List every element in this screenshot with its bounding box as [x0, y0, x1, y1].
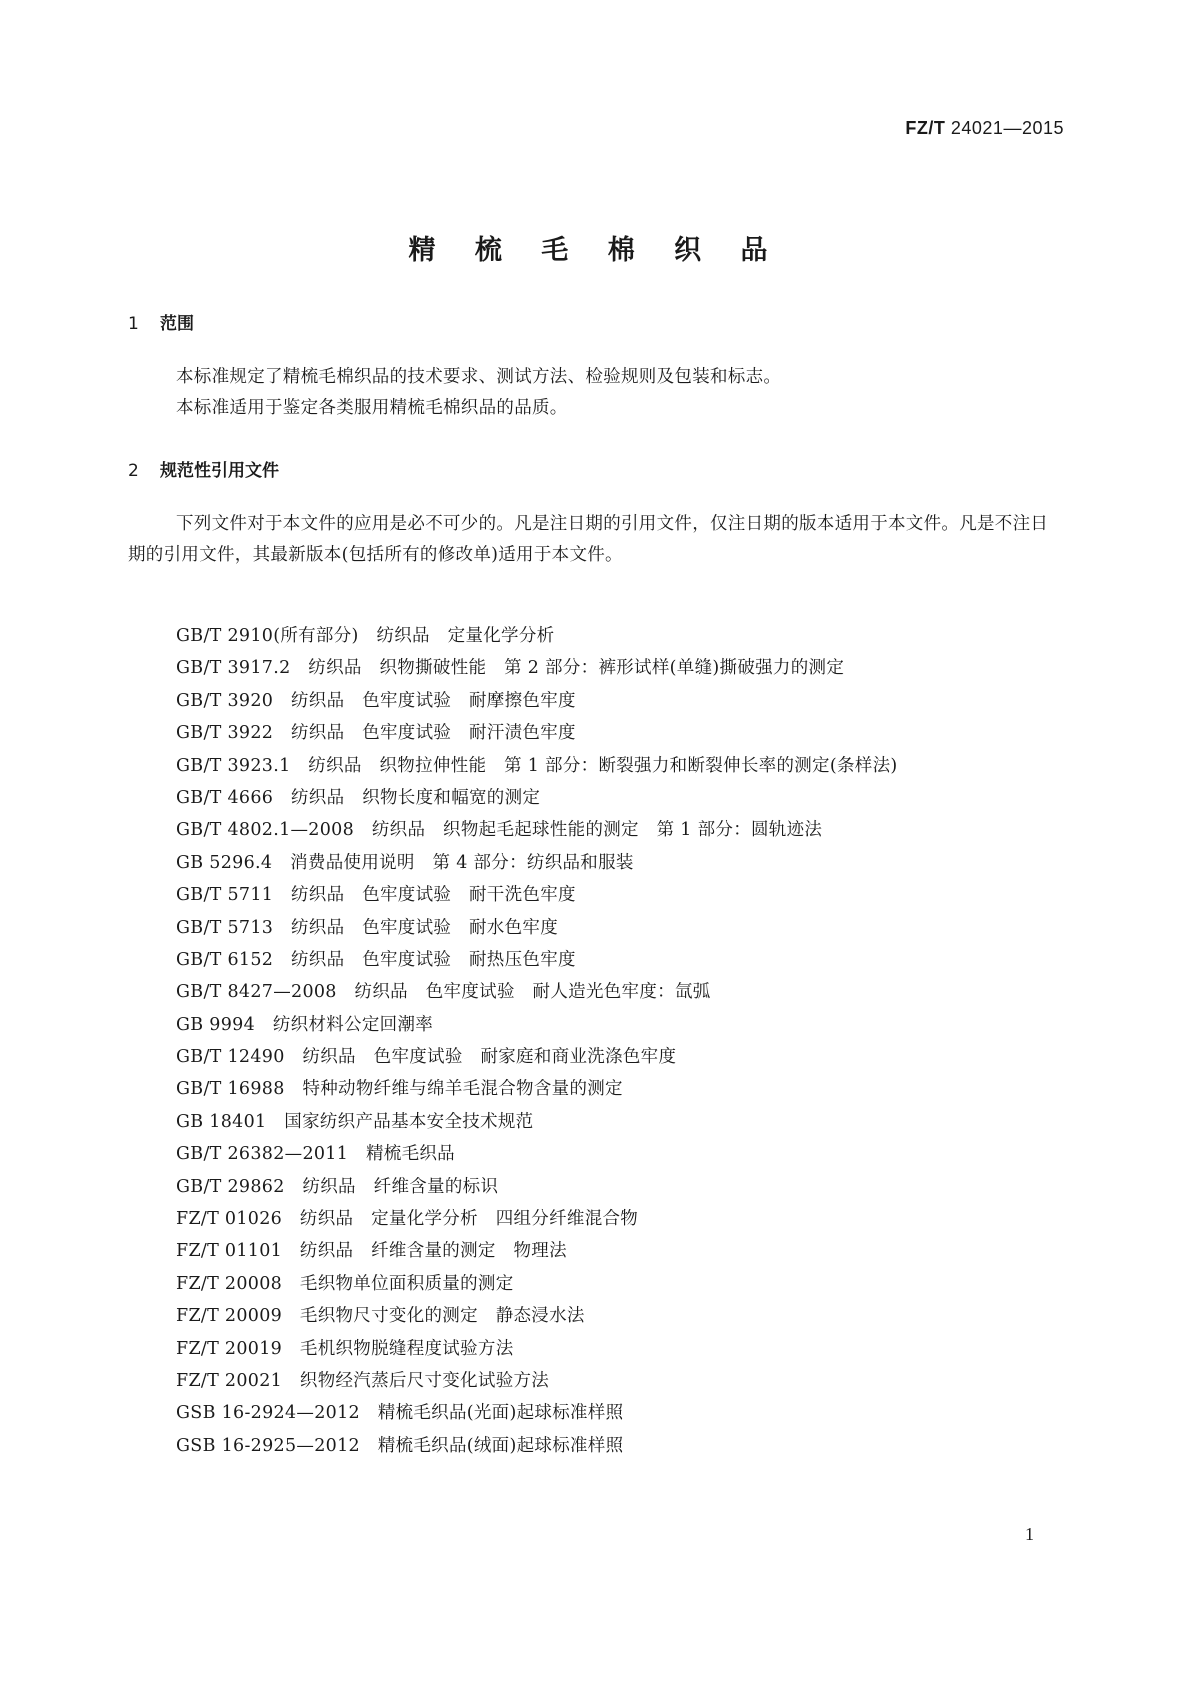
reference-item: GB/T 6152 纺织品 色牢度试验 耐热压色牢度 — [176, 949, 576, 970]
section-2-heading — [128, 456, 279, 481]
section-2-paragraph-1: 下列文件对于本文件的应用是必不可少的。凡是注日期的引用文件，仅注日期的版本适用于本文件。凡是不注日期的引用文件，其最新版本(包括所有的修改单)适用于本文件。 — [128, 514, 1049, 565]
reference-item: GB/T 3920 纺织品 色牢度试验 耐摩擦色牢度 — [176, 690, 576, 711]
section-1-title: 范围 — [160, 314, 194, 334]
reference-item: GB/T 12490 纺织品 色牢度试验 耐家庭和商业洗涤色牢度 — [176, 1047, 677, 1068]
standard-prefix: FZ/T — [905, 118, 946, 138]
reference-item: FZ/T 20019 毛机织物脱缝程度试验方法 — [176, 1338, 514, 1359]
reference-item: GSB 16-2924—2012 精梳毛织品(光面)起球标准样照 — [176, 1403, 624, 1424]
reference-item: FZ/T 01101 纺织品 纤维含量的测定 物理法 — [176, 1241, 567, 1262]
reference-item: GB 18401 国家纺织产品基本安全技术规范 — [176, 1111, 534, 1132]
reference-item: FZ/T 20009 毛织物尺寸变化的测定 静态浸水法 — [176, 1306, 585, 1327]
reference-item: GB/T 4802.1—2008 纺织品 织物起毛起球性能的测定 第 1 部分：圆轨迹法 — [176, 820, 823, 841]
reference-list — [176, 620, 898, 1462]
reference-item: GB/T 5711 纺织品 色牢度试验 耐干洗色牢度 — [176, 885, 576, 906]
page-number: 1 — [1025, 1524, 1034, 1544]
reference-item: GB/T 3923.1 纺织品 织物拉伸性能 第 1 部分：断裂强力和断裂伸长率的测定(条样法) — [176, 755, 898, 776]
reference-item: GB/T 5713 纺织品 色牢度试验 耐水色牢度 — [176, 917, 559, 938]
reference-item: GB/T 29862 纺织品 纤维含量的标识 — [176, 1176, 499, 1197]
reference-item: GB/T 2910(所有部分) 纺织品 定量化学分析 — [176, 626, 555, 646]
reference-item: GB 9994 纺织材料公定回潮率 — [176, 1014, 434, 1035]
standard-number — [905, 118, 1064, 139]
document-title: 精 梳 毛 棉 织 品 — [408, 235, 783, 266]
section-1-number: 1 — [128, 314, 139, 334]
reference-item: GB/T 3917.2 纺织品 织物撕破性能 第 2 部分：裤形试样(单缝)撕破强力的测定 — [176, 658, 845, 679]
reference-item: GB/T 8427—2008 纺织品 色牢度试验 耐人造光色牢度：氙弧 — [176, 982, 711, 1003]
section-1-paragraph-2: 本标准适用于鉴定各类服用精梳毛棉织品的品质。 — [176, 398, 568, 418]
section-1-paragraph-1: 本标准规定了精梳毛棉织品的技术要求、测试方法、检验规则及包装和标志。 — [176, 367, 782, 387]
reference-item: FZ/T 20021 织物经汽蒸后尺寸变化试验方法 — [176, 1370, 550, 1391]
reference-item: FZ/T 01026 纺织品 定量化学分析 四组分纤维混合物 — [176, 1209, 639, 1230]
reference-item: FZ/T 20008 毛织物单位面积质量的测定 — [176, 1273, 514, 1294]
reference-item: GSB 16-2925—2012 精梳毛织品(绒面)起球标准样照 — [176, 1435, 624, 1456]
reference-item: GB 5296.4 消费品使用说明 第 4 部分：纺织品和服装 — [176, 852, 634, 873]
standard-code: 24021—2015 — [950, 118, 1064, 138]
reference-item: GB/T 4666 纺织品 织物长度和幅宽的测定 — [176, 787, 541, 808]
reference-item: GB/T 26382—2011 精梳毛织品 — [176, 1144, 455, 1165]
reference-item: GB/T 3922 纺织品 色牢度试验 耐汗渍色牢度 — [176, 723, 576, 744]
section-2-number: 2 — [128, 461, 139, 481]
section-1-heading — [128, 309, 194, 334]
reference-item: GB/T 16988 特种动物纤维与绵羊毛混合物含量的测定 — [176, 1079, 623, 1100]
section-2-title: 规范性引用文件 — [160, 461, 279, 481]
